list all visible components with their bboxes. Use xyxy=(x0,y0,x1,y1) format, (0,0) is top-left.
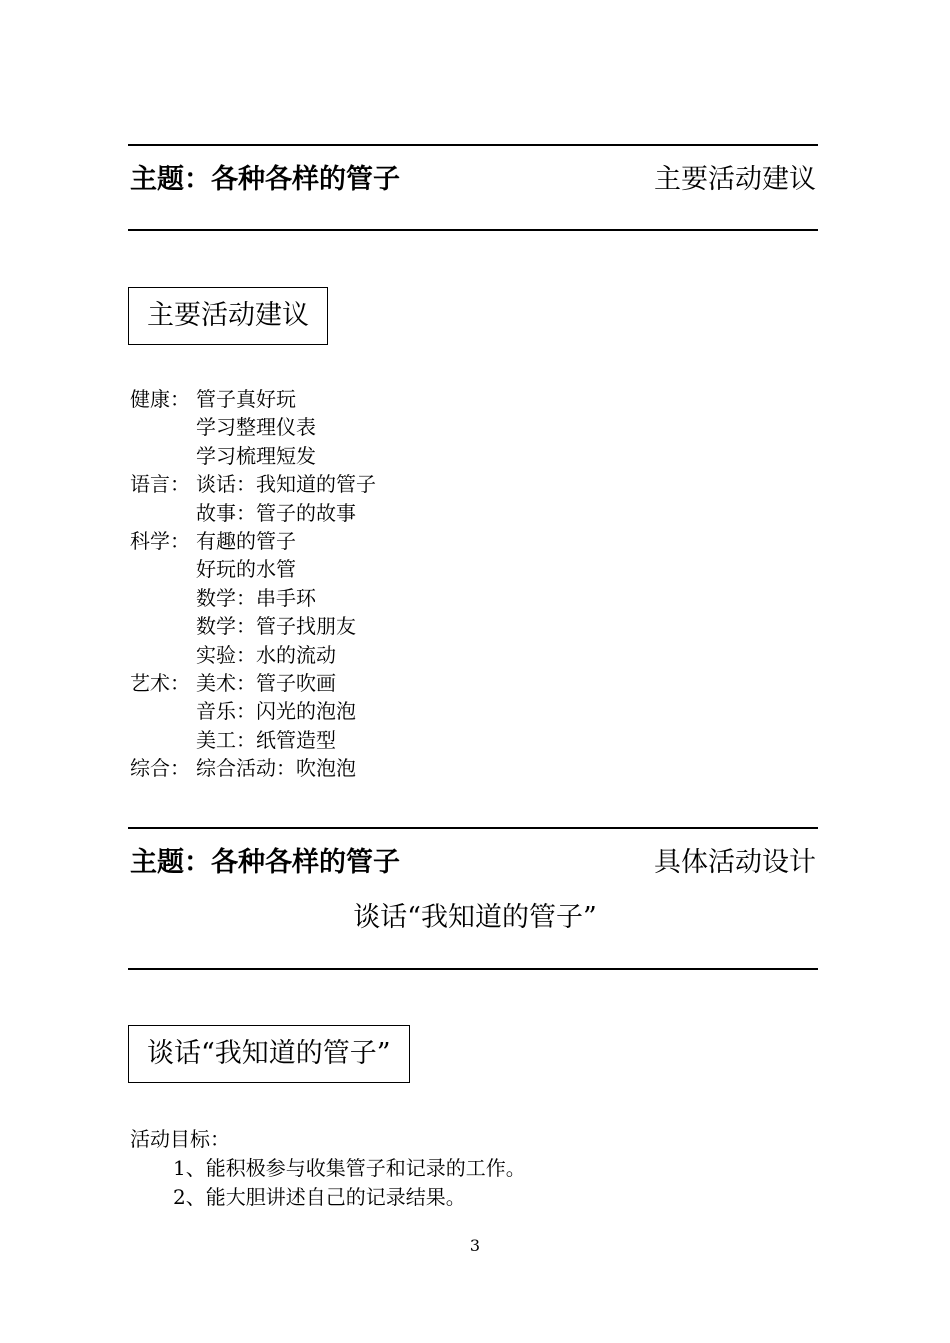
bottom-rule-2 xyxy=(128,968,818,970)
activity-text: 故事：管子的故事 xyxy=(196,500,356,525)
top-rule-1 xyxy=(128,144,818,146)
activity-text: 美工：纸管造型 xyxy=(196,727,336,752)
page-number: 3 xyxy=(469,1236,481,1255)
activity-text: 美术：管子吹画 xyxy=(196,670,336,695)
list-item xyxy=(130,754,376,782)
box-title-2: 谈话“我知道的管子” xyxy=(128,1025,410,1083)
list-item xyxy=(130,555,376,583)
activity-text: 数学：管子找朋友 xyxy=(196,614,356,639)
section-title-1: 主要活动建议 xyxy=(654,164,816,195)
list-item xyxy=(130,413,376,441)
category-label: 综合： xyxy=(130,756,190,781)
list-item: 2、能大胆讲述自己的记录结果。 xyxy=(173,1185,466,1209)
activity-text: 实验：水的流动 xyxy=(196,642,336,667)
list-item xyxy=(130,527,376,555)
theme-title-2: 主题：各种各样的管子 xyxy=(130,847,400,878)
activity-text: 综合活动：吹泡泡 xyxy=(196,756,356,781)
section-title-2: 具体活动设计 xyxy=(654,847,816,878)
list-item xyxy=(130,584,376,612)
top-rule-2 xyxy=(128,827,818,829)
box-title-1: 主要活动建议 xyxy=(128,287,328,345)
activity-text: 数学：串手环 xyxy=(196,585,316,610)
activity-text: 谈话：我知道的管子 xyxy=(196,472,376,497)
activity-list xyxy=(130,385,376,782)
list-item xyxy=(130,442,376,470)
activity-subtitle: 谈话“我知道的管子” xyxy=(353,902,597,933)
activity-text: 音乐：闪光的泡泡 xyxy=(196,699,356,724)
category-label: 健康： xyxy=(130,387,190,411)
activity-text: 学习整理仪表 xyxy=(196,415,316,440)
category-label: 艺术： xyxy=(130,670,190,695)
list-item xyxy=(130,726,376,754)
activity-goals xyxy=(130,1125,526,1212)
list-item xyxy=(130,499,376,527)
list-item xyxy=(130,612,376,640)
theme-title-1: 主题：各种各样的管子 xyxy=(130,164,400,195)
list-item: 1、能积极参与收集管子和记录的工作。 xyxy=(173,1156,526,1180)
list-item xyxy=(130,470,376,498)
category-label: 语言： xyxy=(130,472,190,497)
bottom-rule-1 xyxy=(128,229,818,231)
activity-text: 学习梳理短发 xyxy=(196,443,316,468)
activity-text: 好玩的水管 xyxy=(196,557,296,582)
list-item xyxy=(130,697,376,725)
list-item xyxy=(130,385,376,413)
activity-text: 管子真好玩 xyxy=(196,387,296,411)
activity-text: 有趣的管子 xyxy=(196,528,296,553)
goals-heading: 活动目标： xyxy=(130,1127,230,1151)
list-item xyxy=(130,641,376,669)
category-label: 科学： xyxy=(130,528,190,553)
list-item xyxy=(130,669,376,697)
